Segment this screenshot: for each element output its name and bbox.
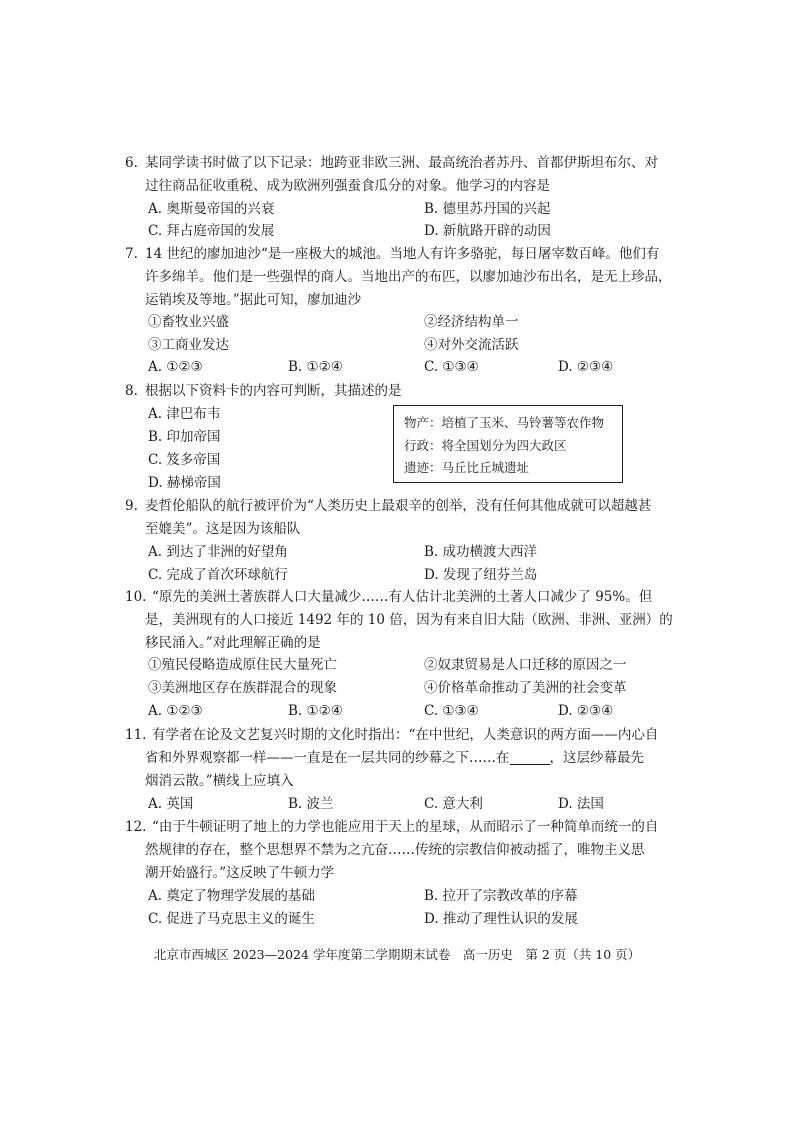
question-number: 7. xyxy=(125,246,138,262)
question-text: 烟消云散。”横线上应填入 xyxy=(145,773,294,789)
question-number: 12. xyxy=(125,819,147,835)
question-text: 是，美洲现有的人口接近 1492 年的 10 倍，因为有来自旧大陆（欧洲、非洲、亚洲）的 xyxy=(145,612,673,628)
question-text: 潮开始盛行。”这反映了牛顿力学 xyxy=(145,865,335,881)
card-line-administration: 行政：将全国划分为四大政区 xyxy=(404,438,567,453)
card-line-products: 物产：培植了玉米、马铃薯等农作物 xyxy=(404,415,605,430)
question-number: 10. xyxy=(125,589,147,605)
option-a: A. 到达了非洲的好望角 xyxy=(148,544,288,560)
question-number: 6. xyxy=(125,155,138,171)
question-text: 根据以下资料卡的内容可判断，其描述的是 xyxy=(145,383,402,399)
question-text: 运销埃及等地。”据此可知，廖加迪沙 xyxy=(145,292,362,308)
option-d: D. ②③④ xyxy=(558,703,614,719)
statement: ④对外交流活跃 xyxy=(424,337,519,353)
statement: ④价格革命推动了美洲的社会变革 xyxy=(424,680,627,696)
option-d: D. ②③④ xyxy=(558,359,614,375)
question-text: 至媲美”。这是因为该船队 xyxy=(145,521,301,537)
option-d: D. 法国 xyxy=(558,796,604,812)
question-text: 省和外界观察都一样——一直是在一层共同的纱幕之下……在 xyxy=(145,750,510,766)
question-text: 14 世纪的廖加迪沙“是一座极大的城池。当地人有许多骆驼，每日屠宰数百峰。他们有 xyxy=(145,246,660,262)
option-d: D. 赫梯帝国 xyxy=(148,475,221,491)
question-text: 有学者在论及文艺复兴时期的文化时指出：“在中世纪，人类意识的两方面——内心自 xyxy=(152,727,659,743)
option-a: A. ①②③ xyxy=(148,359,203,375)
option-d: D. 新航路开辟的动因 xyxy=(424,223,551,239)
question-text: “由于牛顿证明了地上的力学也能应用于天上的星球，从而昭示了一种简单而统一的自 xyxy=(152,819,659,835)
card-line-relics: 遗迹：马丘比丘城遗址 xyxy=(404,460,530,475)
page-footer: 北京市西城区 2023—2024 学年度第二学期期末试卷 高一历史 第 2 页（共 10 页） xyxy=(153,947,641,962)
question-text: 某同学读书时做了以下记录：地跨亚非欧三洲、最高统治者苏丹、首都伊斯坦布尔、对 xyxy=(145,155,658,171)
option-c: C. 促进了马克思主义的诞生 xyxy=(148,911,315,927)
question-number: 9. xyxy=(125,498,138,514)
question-text: 然规律的存在，整个思想界不禁为之亢奋……传统的宗教信仰被动摇了，唯物主义思 xyxy=(145,842,645,858)
option-b: B. 印加帝国 xyxy=(148,429,221,445)
option-a: A. 英国 xyxy=(148,796,194,812)
option-c: C. ①③④ xyxy=(424,359,479,375)
question-number: 8. xyxy=(125,383,138,399)
question-text: 许多绵羊。他们是一些强悍的商人。当地出产的布匹，以廖加迪沙布出名，是无上珍品， xyxy=(145,269,672,285)
option-b: B. ①②④ xyxy=(288,703,343,719)
option-c: C. ①③④ xyxy=(424,703,479,719)
statement: ①殖民侵略造成原住民大量死亡 xyxy=(148,657,337,673)
option-b: B. 波兰 xyxy=(288,796,334,812)
option-d: D. 推动了理性认识的发展 xyxy=(424,911,578,927)
question-text: 过往商品征收重税、成为欧洲列强蚕食瓜分的对象。他学习的内容是 xyxy=(145,178,550,194)
question-text: 移民涌入。”对此理解正确的是 xyxy=(145,635,321,651)
question-text: ，这层纱幕最先 xyxy=(549,750,644,766)
question-text: 麦哲伦船队的航行被评价为“人类历史上最艰辛的创举，没有任何其他成就可以超越甚 xyxy=(145,498,652,514)
option-d: D. 发现了纽芬兰岛 xyxy=(424,567,538,583)
option-c: C. 拜占庭帝国的发展 xyxy=(148,223,275,239)
statement: ③美洲地区存在族群混合的现象 xyxy=(148,680,337,696)
question-text: “原先的美洲土著族群人口大量减少……有人估计北美洲的土著人口减少了 95%。但 xyxy=(152,589,653,605)
statement: ②经济结构单一 xyxy=(424,314,519,330)
option-c: C. 完成了首次环球航行 xyxy=(148,567,288,583)
fill-in-blank xyxy=(510,750,550,765)
option-b: B. 拉开了宗教改革的序幕 xyxy=(424,888,578,904)
option-a: A. 津巴布韦 xyxy=(148,406,221,422)
question-number: 11. xyxy=(125,727,147,743)
statement: ②奴隶贸易是人口迁移的原因之一 xyxy=(424,657,627,673)
question-text-with-blank xyxy=(145,748,644,768)
option-c: C. 意大利 xyxy=(424,796,483,812)
option-a: A. ①②③ xyxy=(148,703,203,719)
option-b: B. 德里苏丹国的兴起 xyxy=(424,201,551,217)
statement: ①畜牧业兴盛 xyxy=(148,314,229,330)
option-a: A. 奥斯曼帝国的兴衰 xyxy=(148,201,275,217)
info-card xyxy=(393,405,623,483)
option-c: C. 笈多帝国 xyxy=(148,452,221,468)
option-a: A. 奠定了物理学发展的基础 xyxy=(148,888,315,904)
option-b: B. ①②④ xyxy=(288,359,343,375)
statement: ③工商业发达 xyxy=(148,337,229,353)
option-b: B. 成功横渡大西洋 xyxy=(424,544,538,560)
